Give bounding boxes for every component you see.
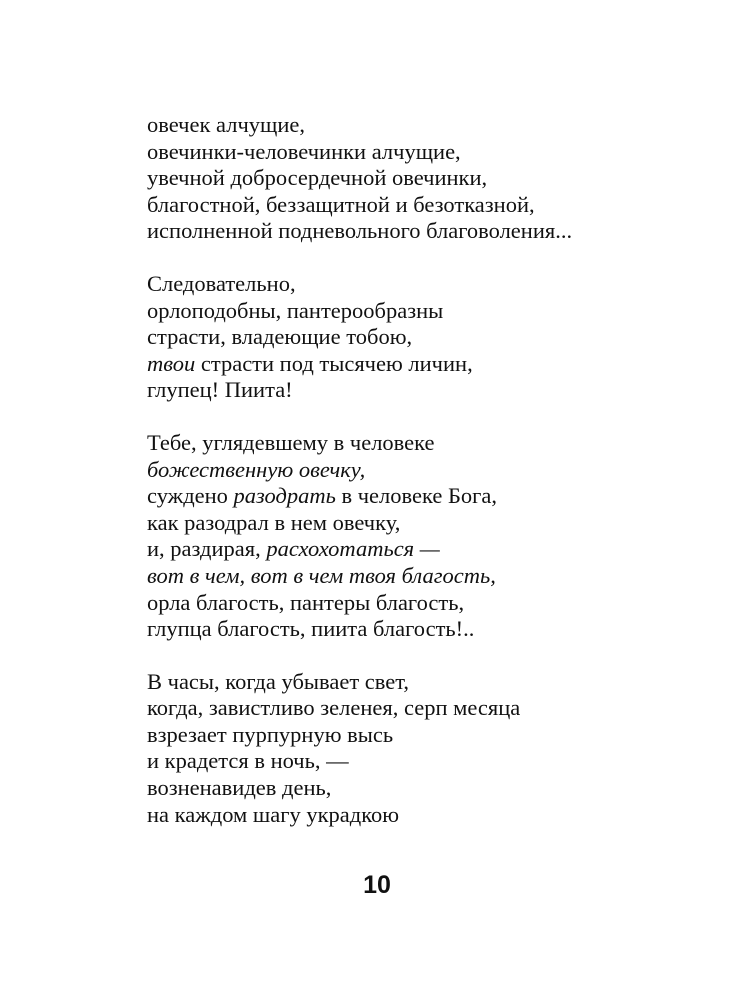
text-segment: В часы, когда убывает свет, bbox=[147, 668, 410, 694]
poem-line bbox=[147, 483, 572, 510]
italic-text: расхохотаться — bbox=[266, 536, 440, 562]
text-segment: суждено bbox=[147, 483, 234, 509]
text-segment: овечек алчущие, bbox=[147, 112, 305, 137]
poem-line bbox=[147, 748, 572, 775]
poem-line bbox=[147, 563, 572, 590]
text-segment: в человеке Бога, bbox=[335, 483, 497, 509]
stanza bbox=[147, 430, 572, 643]
text-segment: страсти под тысячею личин, bbox=[195, 350, 473, 376]
poem-line bbox=[147, 324, 572, 351]
text-segment: возненавидев день, bbox=[147, 775, 332, 801]
text-segment: Следовательно, bbox=[147, 270, 296, 296]
text-segment: на каждом шагу украдкою bbox=[147, 801, 400, 827]
stanza bbox=[147, 669, 572, 829]
stanza bbox=[147, 271, 572, 404]
poem-line bbox=[147, 536, 572, 563]
poem-line bbox=[147, 192, 572, 219]
poem-line bbox=[147, 775, 572, 802]
poem-line bbox=[147, 351, 572, 378]
poem-line bbox=[147, 298, 572, 325]
poem-line bbox=[147, 457, 572, 484]
poem-line bbox=[147, 377, 572, 404]
text-segment: и, раздирая, bbox=[147, 536, 267, 562]
italic-text: вот в чем, вот в чем твоя благость, bbox=[147, 562, 496, 588]
text-segment: страсти, владеющие тобою, bbox=[147, 324, 413, 350]
poem-line bbox=[147, 271, 572, 298]
text-segment: орла благость, пантеры благость, bbox=[147, 589, 465, 615]
text-segment: глупца благость, пиита благость!.. bbox=[147, 616, 475, 642]
poem-line bbox=[147, 802, 572, 829]
poem-line bbox=[147, 616, 572, 643]
text-segment: благостной, беззащитной и безотказной, bbox=[147, 191, 535, 217]
stanza bbox=[147, 112, 572, 245]
text-segment: и крадется в ночь, — bbox=[147, 748, 349, 774]
text-segment: как разодрал в нем овечку, bbox=[147, 509, 401, 535]
text-segment: увечной добросердечной овечинки, bbox=[147, 165, 488, 191]
text-segment: Тебе, углядевшему в человеке bbox=[147, 429, 435, 455]
text-segment: орлоподобны, пантерообразны bbox=[147, 297, 444, 323]
text-segment: глупец! Пиита! bbox=[147, 377, 293, 403]
poem-line bbox=[147, 430, 572, 457]
text-segment: исполненной подневольного благоволения... bbox=[147, 218, 573, 244]
poem-line bbox=[147, 112, 572, 139]
poem-line bbox=[147, 590, 572, 617]
poem-text bbox=[147, 112, 572, 854]
poem-line bbox=[147, 510, 572, 537]
poem-line bbox=[147, 218, 572, 245]
page-number: 10 bbox=[363, 871, 391, 899]
italic-text: разодрать bbox=[233, 483, 336, 509]
italic-text: божественную овечку, bbox=[147, 456, 366, 482]
poem-line bbox=[147, 165, 572, 192]
poem-line bbox=[147, 695, 572, 722]
poem-line bbox=[147, 669, 572, 696]
poem-line bbox=[147, 139, 572, 166]
text-segment: овечинки-человечинки алчущие, bbox=[147, 138, 461, 164]
text-segment: взрезает пурпурную высь bbox=[147, 721, 394, 747]
italic-text: твои bbox=[147, 350, 196, 376]
poem-line bbox=[147, 722, 572, 749]
text-segment: когда, завистливо зеленея, серп месяца bbox=[147, 695, 521, 721]
